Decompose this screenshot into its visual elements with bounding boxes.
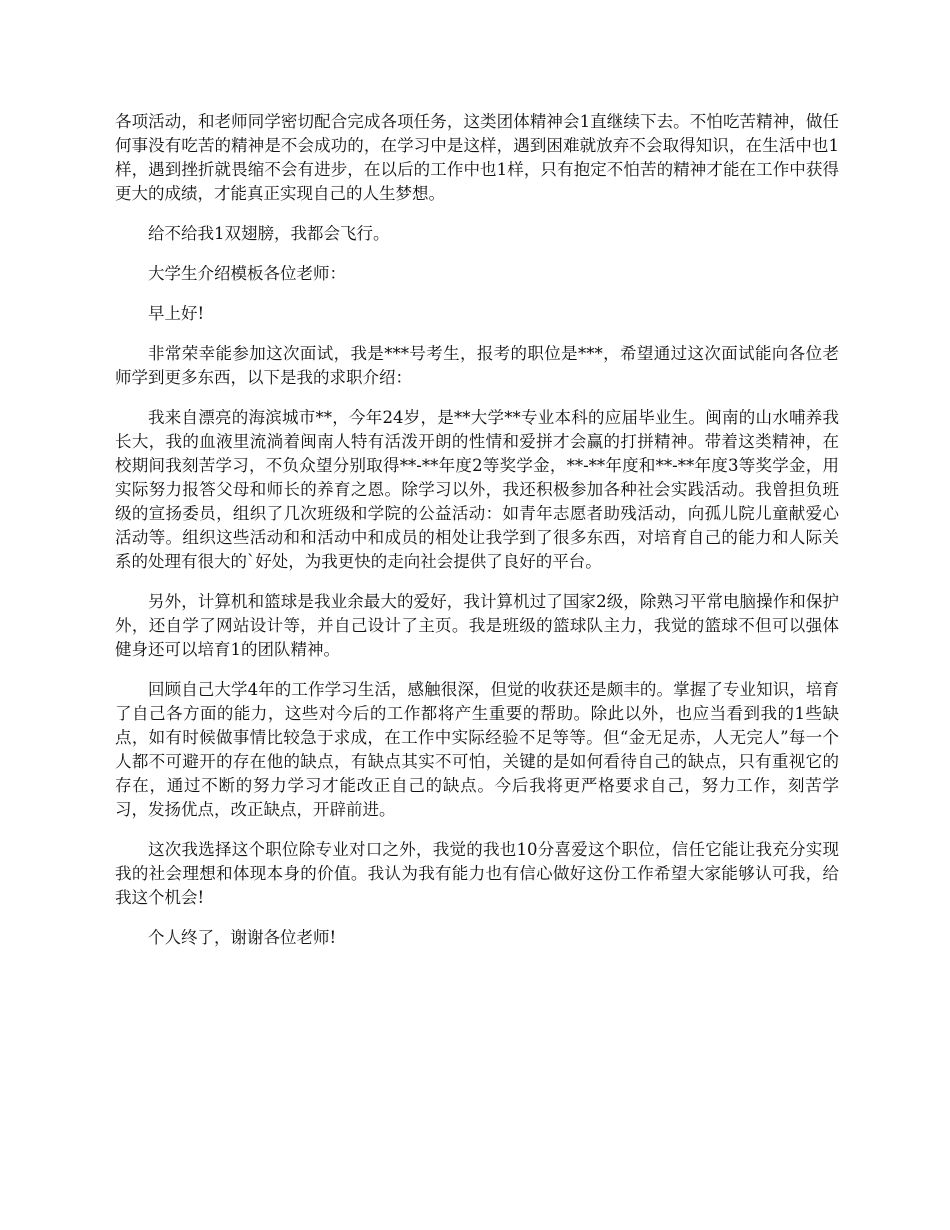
paragraph-wings: 给不给我1双翅膀，我都会飞行。 (148, 224, 390, 243)
paragraph-background: 我来自漂亮的海滨城市**，今年24岁，是**大学**专业本科的应届毕业生。闽南的山水哺养我长大，我的血液里流淌着闽南人特有活泼开朗的性情和爱拼才会赢的打拼精神。带着这类精神，在校期间我刻苦学习，不负众望分别取得**-**年度2等奖学金，**-**年度和**-**年度3等奖学金，用实际努力报答父母和师长的养育之恩。除学习以外，我还积极参加各种社会实践活动。我曾担负班级的宣扬委员，组织了几次班级和学院的公益活动：如青年志愿者助残活动，向孤儿院儿童献爱心活动等。组织这些活动和和活动中和成员的相处让我学到了很多东西，对培育自己的能力和人际关系的处理有很大的`好处，为我更快的走向社会提供了良好的平台。 (115, 408, 839, 571)
document-page (115, 110, 839, 966)
paragraph-intro: 非常荣幸能参加这次面试，我是***号考生，报考的职位是***，希望通过这次面试能向各位老师学到更多东西，以下是我的求职介绍： (115, 344, 839, 387)
paragraph-review: 回顾自己大学4年的工作学习生活，感触很深，但觉的收获还是颇丰的。掌握了专业知识，培育了自己各方面的能力，这些对今后的工作都将产生重要的帮助。除此以外，也应当看到我的1些缺点，如有时候做事情比较急于求成，在工作中实际经验不足等等。但“金无足赤，人无完人”每一个人都不可避开的存在他的缺点，有缺点其实不可怕，关键的是如何看待自己的缺点，只有重视它的存在，通过不断的努力学习才能改正自己的缺点。今后我将更严格要求自己，努力工作，刻苦学习，发扬优点，改正缺点，开辟前进。 (115, 680, 839, 819)
paragraph-hobbies: 另外，计算机和篮球是我业余最大的爱好，我计算机过了国家2级，除熟习平常电脑操作和保护外，还自学了网站设计等，并自己设计了主页。我是班级的篮球队主力，我觉的篮球不但可以强体健身还可以培育1的团队精神。 (115, 592, 839, 659)
paragraph-template-title: 大学生介绍模板各位老师： (148, 264, 346, 283)
paragraph-greeting: 早上好! (148, 304, 205, 323)
paragraph-continuation: 各项活动，和老师同学密切配合完成各项任务，这类团体精神会1直继续下去。不怕吃苦精神，做任何事没有吃苦的精神是不会成功的，在学习中是这样，遇到困难就放弃不会取得知识，在生活中也1样，遇到挫折就畏缩不会有进步，在以后的工作中也1样，只有抱定不怕苦的精神才能在工作中获得更大的成绩，才能真正实现自己的人生梦想。 (115, 112, 839, 203)
paragraph-closing: 个人终了，谢谢各位老师! (148, 928, 337, 947)
paragraph-motivation: 这次我选择这个职位除专业对口之外，我觉的我也10分喜爱这个职位，信任它能让我充分实现我的社会理想和体现本身的价值。我认为我有能力也有信心做好这份工作希望大家能够认可我，给我这个机会! (115, 840, 839, 907)
